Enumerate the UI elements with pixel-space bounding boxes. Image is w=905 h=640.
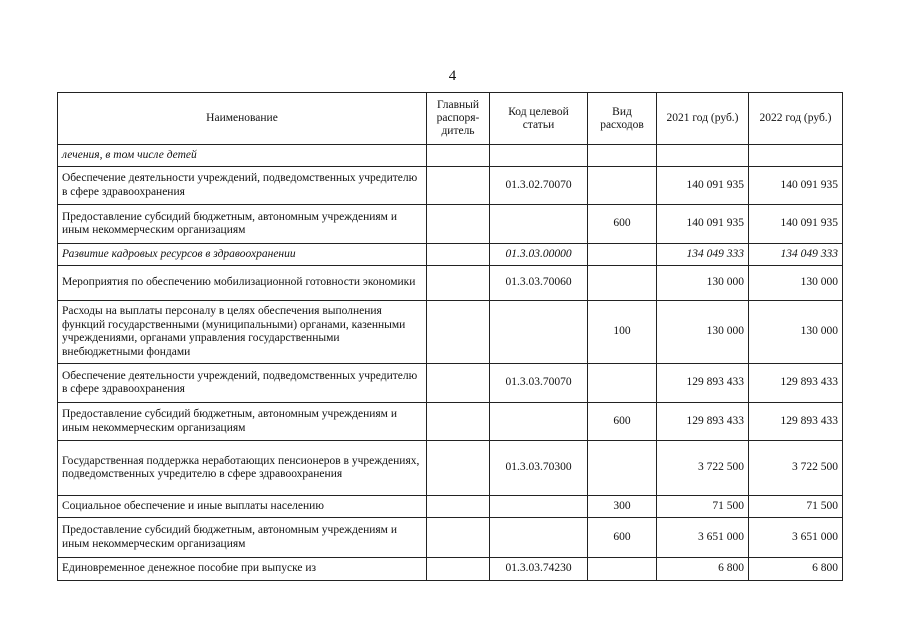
cell-name: Предоставление субсидий бюджетным, автономным учреждениям и иным некоммерческим организациям <box>58 205 427 244</box>
cell-amount-2022 <box>749 145 843 167</box>
table-row <box>58 364 843 403</box>
cell-admin <box>427 167 490 205</box>
cell-name: Предоставление субсидий бюджетным, автономным учреждениям и иным некоммерческим организациям <box>58 518 427 558</box>
table-row <box>58 558 843 581</box>
table-row <box>58 266 843 301</box>
cell-code: 01.3.03.00000 <box>490 244 588 266</box>
cell-amount-2022: 71 500 <box>749 496 843 518</box>
table-row <box>58 167 843 205</box>
cell-amount-2021: 134 049 333 <box>657 244 749 266</box>
cell-name: Развитие кадровых ресурсов в здравоохранении <box>58 244 427 266</box>
cell-expense-type: 600 <box>588 403 657 441</box>
cell-amount-2021: 129 893 433 <box>657 403 749 441</box>
cell-admin <box>427 518 490 558</box>
cell-admin <box>427 558 490 581</box>
cell-name: Обеспечение деятельности учреждений, подведомственных учредителю в сфере здравоохранения <box>58 167 427 205</box>
cell-expense-type: 600 <box>588 518 657 558</box>
cell-amount-2022: 6 800 <box>749 558 843 581</box>
cell-expense-type: 600 <box>588 205 657 244</box>
cell-name: Обеспечение деятельности учреждений, подведомственных учредителю в сфере здравоохранения <box>58 364 427 403</box>
cell-code: 01.3.02.70070 <box>490 167 588 205</box>
cell-name: Единовременное денежное пособие при выпуске из <box>58 558 427 581</box>
cell-expense-type <box>588 441 657 496</box>
cell-amount-2022: 130 000 <box>749 266 843 301</box>
header-type: Вид расходов <box>588 93 657 145</box>
cell-amount-2021: 3 651 000 <box>657 518 749 558</box>
cell-admin <box>427 496 490 518</box>
cell-expense-type <box>588 364 657 403</box>
cell-expense-type <box>588 167 657 205</box>
cell-admin <box>427 441 490 496</box>
header-name: Наименование <box>58 93 427 145</box>
table-row <box>58 518 843 558</box>
cell-name: лечения, в том числе детей <box>58 145 427 167</box>
cell-expense-type <box>588 244 657 266</box>
cell-amount-2021: 140 091 935 <box>657 205 749 244</box>
cell-admin <box>427 266 490 301</box>
cell-amount-2022: 129 893 433 <box>749 403 843 441</box>
cell-code: 01.3.03.70300 <box>490 441 588 496</box>
cell-amount-2021: 3 722 500 <box>657 441 749 496</box>
cell-code <box>490 301 588 364</box>
cell-admin <box>427 205 490 244</box>
header-code: Код целевой статьи <box>490 93 588 145</box>
cell-code <box>490 403 588 441</box>
cell-amount-2022: 3 722 500 <box>749 441 843 496</box>
cell-name: Мероприятия по обеспечению мобилизационной готовности экономики <box>58 266 427 301</box>
cell-amount-2022: 140 091 935 <box>749 167 843 205</box>
cell-amount-2021: 129 893 433 <box>657 364 749 403</box>
cell-amount-2022: 140 091 935 <box>749 205 843 244</box>
cell-amount-2021: 71 500 <box>657 496 749 518</box>
cell-amount-2021 <box>657 145 749 167</box>
header-year-2021: 2021 год (руб.) <box>657 93 749 145</box>
header-admin: Главный распоря-дитель <box>427 93 490 145</box>
cell-code <box>490 205 588 244</box>
cell-expense-type: 300 <box>588 496 657 518</box>
cell-name: Предоставление субсидий бюджетным, автономным учреждениям и иным некоммерческим организациям <box>58 403 427 441</box>
cell-amount-2021: 130 000 <box>657 266 749 301</box>
cell-admin <box>427 403 490 441</box>
table-row <box>58 403 843 441</box>
header-year-2022: 2022 год (руб.) <box>749 93 843 145</box>
table-row <box>58 244 843 266</box>
cell-code: 01.3.03.70060 <box>490 266 588 301</box>
table-row <box>58 145 843 167</box>
cell-expense-type <box>588 145 657 167</box>
cell-amount-2022: 3 651 000 <box>749 518 843 558</box>
table-row <box>58 301 843 364</box>
page-number: 4 <box>448 68 457 84</box>
header-row <box>58 93 843 145</box>
cell-amount-2021: 6 800 <box>657 558 749 581</box>
cell-amount-2022: 129 893 433 <box>749 364 843 403</box>
cell-amount-2022: 134 049 333 <box>749 244 843 266</box>
cell-expense-type: 100 <box>588 301 657 364</box>
cell-code: 01.3.03.74230 <box>490 558 588 581</box>
cell-name: Расходы на выплаты персоналу в целях обеспечения выполнения функций государственными (муниципальными) органами, казенными учреждениями, органами управления государственными внебюджетными фондами <box>58 301 427 364</box>
cell-admin <box>427 244 490 266</box>
cell-name: Социальное обеспечение и иные выплаты населению <box>58 496 427 518</box>
cell-amount-2021: 130 000 <box>657 301 749 364</box>
cell-admin <box>427 145 490 167</box>
cell-amount-2021: 140 091 935 <box>657 167 749 205</box>
cell-code <box>490 145 588 167</box>
cell-code <box>490 518 588 558</box>
table-row <box>58 441 843 496</box>
table-row <box>58 496 843 518</box>
cell-amount-2022: 130 000 <box>749 301 843 364</box>
cell-expense-type <box>588 558 657 581</box>
cell-admin <box>427 301 490 364</box>
cell-admin <box>427 364 490 403</box>
table-row <box>58 205 843 244</box>
cell-expense-type <box>588 266 657 301</box>
budget-table <box>57 92 843 581</box>
cell-code <box>490 496 588 518</box>
cell-code: 01.3.03.70070 <box>490 364 588 403</box>
cell-name: Государственная поддержка неработающих пенсионеров в учреждениях, подведомственных учредителю в сфере здравоохранения <box>58 441 427 496</box>
